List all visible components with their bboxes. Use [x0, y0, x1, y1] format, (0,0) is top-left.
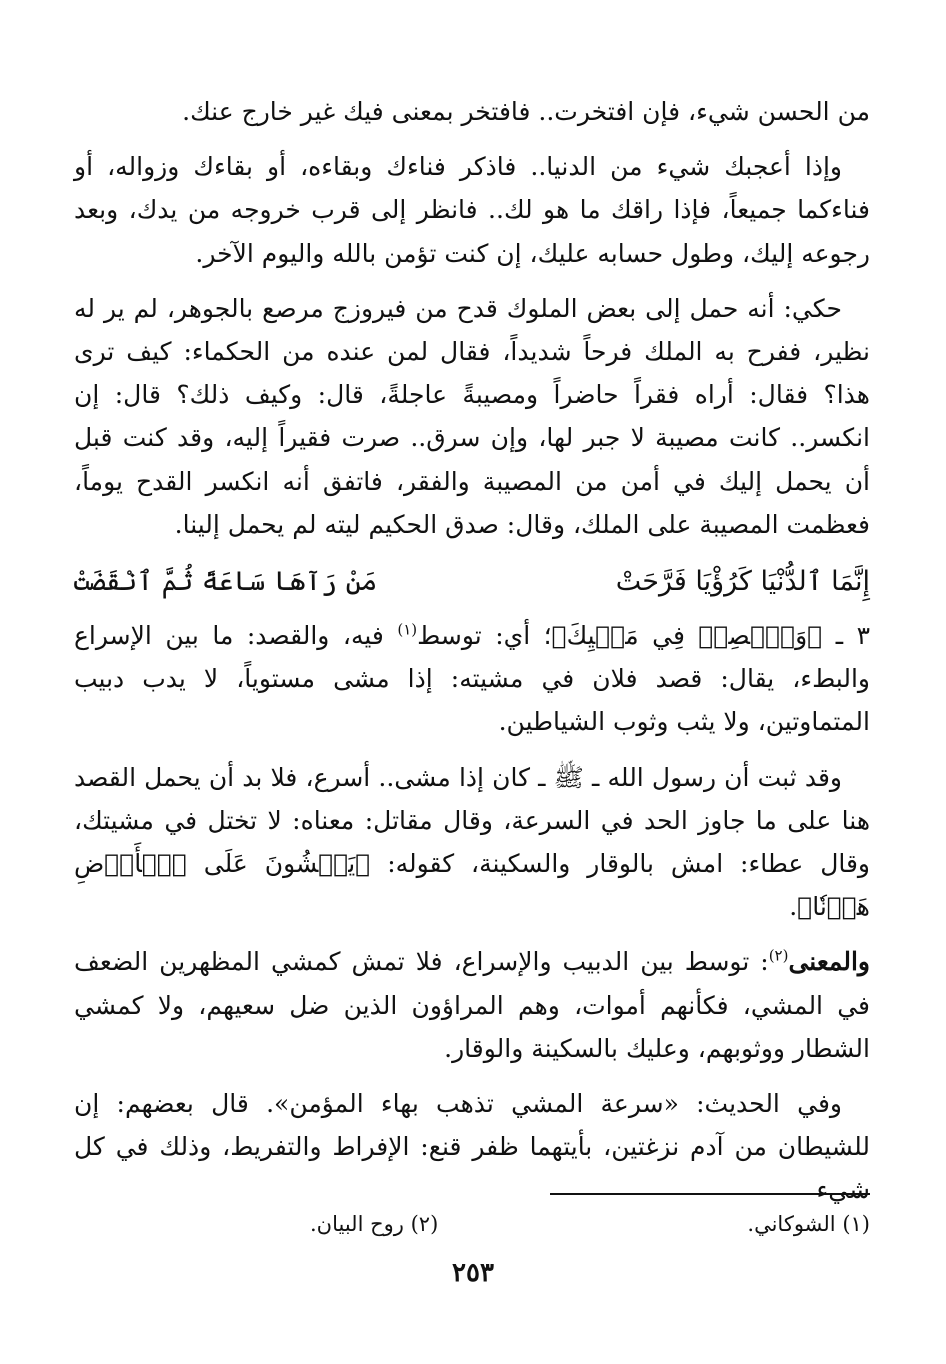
quran-quote-humble: ﴿يَمۡشُونَ عَلَى ٱلۡأَرۡضِ هَوۡنٗا﴾: [74, 849, 870, 922]
footnotes: [310, 1207, 870, 1241]
item-3-explanation: [74, 614, 870, 744]
paragraph-meaning-text: : توسط بين الدبيب والإسراع، فلا تمش كمشي المظهرين الضعف في المشي، فكأنهم أموات، وهم المراؤون الذين ضل سعيهم، ولا كمشي الشطار ووثوبهم، وعليك بالسكينة والوقار.: [74, 947, 870, 1063]
paragraph-prophet-text: وقد ثبت أن رسول الله ـ ﷺ ـ كان إذا مشى.. أسرع، فلا بد أن يحمل القصد هنا على ما جاوز الحد في السرعة، وقال مقاتل: معناه: لا تختل في مشيتك، وقال عطاء: امش بالوقار والسكينة، كقوله:: [74, 762, 871, 879]
page-body: [74, 90, 870, 1224]
verse-second-hemistich: مَنْ رَآهَا سَاعَةً ثُمَّ ٱنْقَضَتْ: [74, 566, 378, 598]
footnote-ref-2: (٢): [768, 947, 789, 966]
item-3-text-rest: فيه، والقصد: ما بين الإسراع والبطء، يقال: قصد فلان في مشيته: إذا مشى مستوياً، لا يدب دبيب المتماوتين، ولا يثب وثوب الشياطين.: [74, 621, 870, 737]
paragraph-worldly-things: [74, 145, 870, 275]
paragraph-pride: من الحسن شيء، فإن افتخرت.. فافتخر بمعنى فيك غير خارج عنك.: [182, 97, 870, 126]
poetry-verse: [74, 558, 870, 606]
item-3-text-start: ؛ أي: توسط: [417, 621, 552, 651]
footnote-ref-1: (١): [397, 620, 418, 639]
footnote-2: (٢) روح البيان.: [310, 1212, 439, 1236]
paragraph-hadith-text: وفي الحديث: «سرعة المشي تذهب بهاء المؤمن». قال بعضهم: إن للشيطان من آدم نزغتين، بأيتهما ظفر قنع: الإفراط والتفريط، وذلك في كل شيء: [74, 1089, 870, 1205]
page-number: ٢٥٣: [452, 1258, 494, 1288]
paragraph-worldly-things-text: وإذا أعجبك شيء من الدنيا.. فاذكر فناءك وبقاءه، أو بقاءك وزواله، أو فناءكما جميعاً، فإذا راقك ما هو لك.. فانظر إلى قرب خروجه من يدك، وبعد رجوعه إليك، وطول حسابه عليك، إن كنت تؤمن بالله واليوم الآخر.: [74, 152, 870, 268]
paragraph-story: [74, 287, 870, 546]
meaning-bold-word: والمعنى: [788, 947, 870, 977]
quran-quote-walk: ﴿وَٱقۡصِدۡ فِي مَشۡيِكَ﴾: [551, 621, 823, 651]
item-number: ٣ ـ: [835, 621, 870, 651]
paragraph-story-text: حكي: أنه حمل إلى بعض الملوك قدح من فيروزج مرصع بالجوهر، لم ير له نظير، ففرح به الملك فرحاً شديداً، فقال لمن عنده من الحكماء: كيف ترى هذا؟ فقال: أراه فقراً حاضراً ومصيبةً عاجلةً، قال: وكيف ذلك؟ قال: إن انكسر.. كانت مصيبة لا جبر لها، وإن سرق.. صرت فقيراً إليه، وقد كنت قبل أن يحمل إليك في أمن من المصيبة والفقر، فاتفق أنه انكسر القدح يوماً، فعظمت المصيبة على الملك، وقال: صدق الحكيم ليته لم يحمل إلينا.: [74, 293, 870, 539]
footnote-divider: [550, 1193, 870, 1195]
paragraph-prophet-end: .: [789, 892, 798, 922]
footnote-1: (١) الشوكاني.: [747, 1212, 870, 1236]
paragraph-prophet-walk: [74, 756, 870, 929]
paragraph-meaning: [74, 940, 870, 1070]
verse-first-hemistich: إِنَّمَا ٱلدُّنْيَا كَرُؤْيَا فَرَّحَتْ: [615, 566, 870, 598]
